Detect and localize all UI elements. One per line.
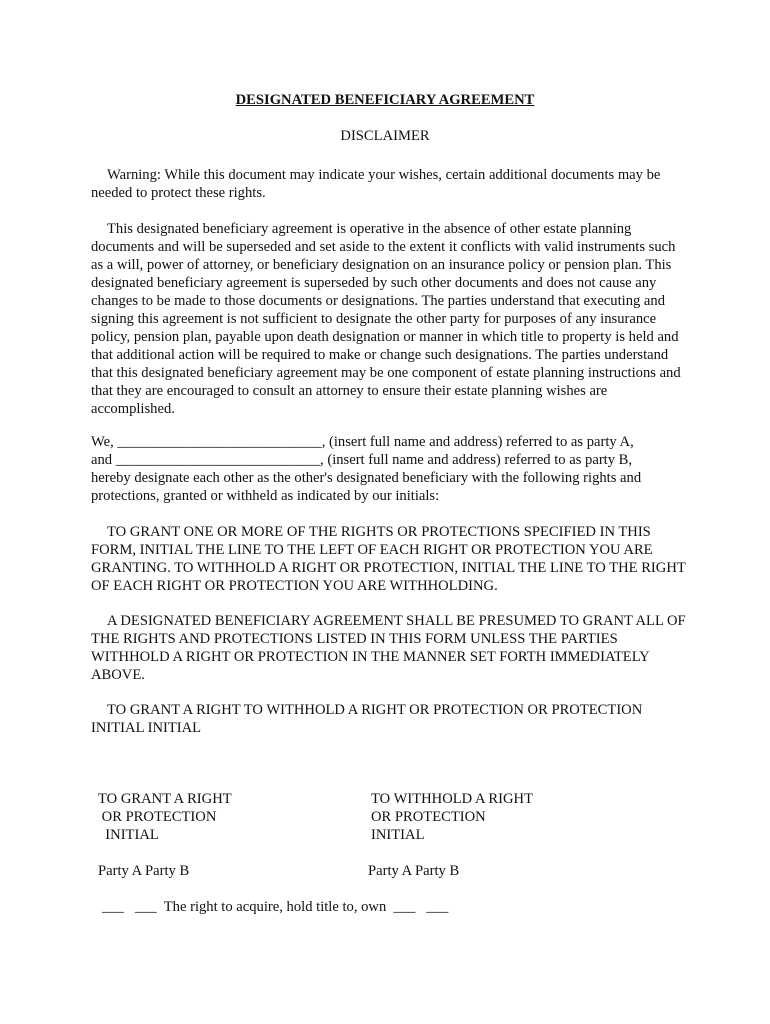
grant-withhold-paragraph: TO GRANT A RIGHT TO WITHHOLD A RIGHT OR PROTECTION OR PROTECTION INITIAL INITIAL <box>91 702 646 736</box>
party-labels-right: Party A Party B <box>368 863 460 879</box>
party-labels-left: Party A Party B <box>98 863 190 879</box>
operative-paragraph: This designated beneficiary agreement is operative in the absence of other estate planning documents and will be superseded and set aside to the extent it conflicts with valid instruments such as a will, power of attorney, or beneficiary designation on an insurance policy or pension plan. This designated beneficiary agreement is superseded by such other documents and does not cause any changes to be made to those documents or designations. The parties understand that executing and signing this agreement is not sufficient to designate the other party for purposes of any insurance policy, pension plan, payable upon death designation or manner in which title to property is held and that additional action will be required to make or change such designations. The parties understand that this designated beneficiary agreement may be one component of estate planning instructions and that they are encouraged to consult an attorney to ensure their estate planning wishes are accomplished. <box>91 221 685 417</box>
right-to-acquire-row: ___ ___ The right to acquire, hold title to, own ___ ___ <box>102 899 449 915</box>
warning-paragraph: Warning: While this document may indicate your wishes, certain additional documents may be needed to protect these rights. <box>91 167 665 201</box>
presumption-paragraph: A DESIGNATED BENEFICIARY AGREEMENT SHALL BE PRESUMED TO GRANT ALL OF THE RIGHTS AND PROTECTIONS LISTED IN THIS FORM UNLESS THE PARTIES WITHHOLD A RIGHT OR PROTECTION IN THE MANNER SET FORTH IMMEDIATELY ABOVE. <box>91 613 690 683</box>
designation-paragraph: hereby designate each other as the other's designated beneficiary with the following rights and protections, granted or withheld as indicated by our initials: <box>91 470 645 504</box>
disclaimer-heading: DISCLAIMER <box>340 128 430 144</box>
instruction-paragraph: TO GRANT ONE OR MORE OF THE RIGHTS OR PROTECTIONS SPECIFIED IN THIS FORM, INITIAL THE LINE TO THE LEFT OF EACH RIGHT OR PROTECTION YOU ARE GRANTING. TO WITHHOLD A RIGHT OR PROTECTION, INITIAL THE LINE TO THE RIGHT OF EACH RIGHT OR PROTECTION YOU ARE WITHHOLDING. <box>91 524 690 594</box>
party-a-line: We, ____________________________, (insert full name and address) referred to as party A, <box>91 434 634 450</box>
party-b-line: and ____________________________, (insert full name and address) referred to as party B, <box>91 452 633 468</box>
document-title: DESIGNATED BENEFICIARY AGREEMENT <box>235 92 535 108</box>
withhold-column-header: TO WITHHOLD A RIGHT OR PROTECTION INITIAL <box>371 791 534 843</box>
grant-column-header: TO GRANT A RIGHT OR PROTECTION INITIAL <box>98 791 232 843</box>
